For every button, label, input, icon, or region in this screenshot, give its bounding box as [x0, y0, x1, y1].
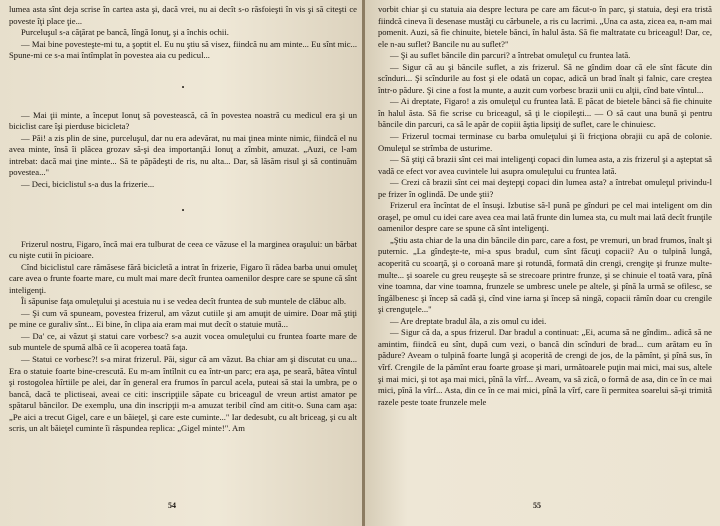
- page-number: 54: [168, 501, 176, 510]
- paragraph: — Şi cum vă spuneam, povestea frizerul, am văzut cutiile şi am amuţit de uimire. Doar mă ştiţi pe mine ce guraliv sînt... Ei bine, în clipa aia eram mai mut decît o statuie mută...: [9, 307, 357, 330]
- right-page: [365, 0, 720, 526]
- paragraph: Purceluşul s-a căţărat pe bancă, lîngă Ionuţ, şi a închis ochii.: [21, 27, 229, 38]
- left-page-text: [9, 4, 357, 435]
- paragraph: — Să ştiţi că brazii sînt cei mai inteligenţi copaci din lumea asta, a zis frizerul şi a aşteptat să vadă ce efect vor avea cuvintele lui asupra omuleţului cu fruntea lată.: [378, 154, 712, 176]
- paragraph: — Deci, biciclistul s-a dus la frizerie...: [21, 179, 155, 190]
- paragraph: — Păi! a zis plin de sine, purceluşul, dar nu era adevărat, nu mai ţinea minte nimic, fiindcă el nu avea minte, însă îi plăcea grozav să-şi dea importanţă.i Ionuţ a zîmbit, amuzat. „Auzi, ce l-am intrebat: dacă mai ţine minte... Să te păpădeşti de ris, nu alta... Dar, să lăsăm risul şi să continuăm povestea...": [9, 132, 357, 178]
- paragraph: Frizerul era încîntat de el însuşi. Izbutise să-l pună pe gînduri pe cel mai inteligent om din oraşel, pe omul cu idei care avea cea mai lată frunte din lumea sta, cu mult mai lată decît frunţile oamenilor despre care se spune că sînt inteligenţi.: [378, 200, 712, 234]
- paragraph: „Ştiu asta chiar de la una din băncile din parc, care a fost, pe vremuri, un brad frumos, înalt şi puternic. „La gîndeşte-te, mi-a spus bradul, cum sînt făcuţi copacii? Au o tulpină lungă, acoperită cu scoarţă, şi o coroană mare şi rotundă, formată din crengi, crengiţe şi frunze multe-multe... şi soarele cu greu reuşeşte să se strecoare printre frunze, şi se chinuie el toată vara, pînă vine toamna, dar vine toamna, frunzele se umbresc unele pe altele, şi pînă la urmă se ofilesc, se îngălbenesc şi încep să cadă şi, cînd vine iarna şi încep să ningă, copacii rămîn doar cu crengile şi crenguţele...": [378, 234, 712, 315]
- paragraph: Îi săpunise faţa omuleţului şi acestuia nu i se vedea decît fruntea de sub muntele de clăbuc alb.: [21, 296, 347, 307]
- paragraph: lumea asta sînt deja scrise în cartea asta şi, dacă vrei, nu ai decît s-o răsfoieşti în vis şi să citeşti ce poveste îţi place ţie...: [9, 4, 357, 26]
- paragraph: — Statui ce vorbesc?! s-a mirat frizerul. Păi, sigur că am văzut. Ba chiar am şi discutat cu una... Era o statuie foarte bine-crescută. Eu m-am întîlnit cu ea într-un parc; era aşa, pe seară, bătea vîntul şi rostogolea hîrtiile pe alei, dar în general era frumos în parcul acela, puteai să stai la umbra, pe o bancă, dacă te plictiseai, aveai ce citi: inscripţiile săpate cu briceagul de vreun artist amator pe spătarul băncilor. De exemplu, una din inscripţii m-a amuzat teribil cînd am citit-o. Suna cam aşa: „Pe aici a trecut Gigel, care e un băieţel, şi care este cuminte..." Iar dedesubt, cu alt briceag, şi cu alt scris, un alt băieţel cuminte îi răspundea replica: „Gigel minte!". Am: [9, 354, 357, 434]
- page-number: 55: [533, 501, 541, 510]
- right-page-text: [378, 4, 712, 408]
- paragraph: — Ai dreptate, Figaro! a zis omuleţul cu fruntea lată. E păcat de bietele bănci să fie chinuite în halul ăsta. Să fie scrise cu briceagul, să ţi le ciopileşti... — O să caut una bună şi pentru băncile din parcuri, ca să le apăr de copiii ăştia lipsiţi de suflet, care le chinuiesc.: [378, 96, 712, 130]
- paragraph: Cînd biciclistul care rămăsese fără bicicletă a intrat în frizerie, Figaro îi rădea barba unui omuleţ care avea o frunte foarte mare, cu mult mai mare decît fruntea oamenilor despre care se spune că sînt inteligenţi.: [9, 261, 357, 295]
- paragraph: — Mai bine povesteşte-mi tu, a şoptit el. Eu nu ştiu să visez, fiindcă nu am minte... Eu sînt mic... Spune-mi ce s-a mai întîmplat în povestea aia cu pedicul...: [9, 38, 357, 61]
- paragraph: — Sigur că au şi băncile suflet, a zis frizerul. Să ne gîndim doar că ele sînt făcute din scînduri... Şi scîndurile au fost şi ele odată un copac, adică un brad înalt şi falnic, care creştea într-o pădure. Şi cine a fost la munte, a auzit cum vorbesc brazii unii cu alţii, cînd bate vîntul...: [378, 61, 712, 95]
- paragraph: — Frizerul tocmai terminase cu barba omuleţului şi îi fricţiona obrajii cu apă de colonie. Omuleţul se strîmba de usturime.: [378, 131, 712, 153]
- section-divider: •: [181, 205, 185, 215]
- paragraph: — Sigur că da, a spus frizerul. Dar bradul a continuat: „Ei, acuma să ne gîndim.. adică să ne amintim, fiindcă eu sînt, după cum vezi, o bancă din scînduri de brad... cum arătam eu în pădure? Aveam o tulpină foarte lungă şi acoperită de crengi de jos, de la pămînt, şi pînă sus, în vîrf. Crengile de la pămînt erau foarte groase şi mari, următoarele puţin mai mici, mai sus, altele şi mai mici, şi tot aşa mai mici, pînă la vîrf... Aveam, va să zică, o formă de asa, din ce în ce mai mici, pînă la vîrf... Asta, din ce în ce mai mici, pînă la vîrf, care îi permitea soarelui să-şi trimită razele peste toate frunzele mele: [378, 327, 712, 407]
- paragraph: Frizerul nostru, Figaro, încă mai era tulburat de ceea ce văzuse el la marginea oraşului: un bărbat cu nişte cutii în picioare.: [9, 238, 357, 261]
- paragraph: vorbit chiar şi cu statuia aia despre lectura pe care am făcut-o în parc, şi statuia, deşi era tristă fiindcă cineva îi desenase mustăţi cu cărbunele, a ris cu lacrimi. „Una ca asta, zicea ea, n-am mai pomenit. Auzi, să fie chinuite, bietele bănci, în halul ăsta. Să fie maltratate cu briceagul! Dar, ce, ele n-au suflet? Bancile nu au suflet?": [378, 4, 712, 49]
- section-divider: •: [181, 82, 185, 92]
- paragraph: — Mai ţii minte, a început Ionuţ să povestească, că în povestea noastră cu medicul era şi un biciclist care îşi pierduse bicicleta?: [9, 109, 357, 132]
- paragraph: — Şi au suflet băncile din parcuri? a întrebat omuleţul cu fruntea lată.: [390, 50, 631, 61]
- paragraph: — Da' ce, ai văzut şi statui care vorbesc? s-a auzit vocea omuleţului cu fruntea foarte mare de sub muntele de spumă albă ce îi acoperea toată faţa.: [9, 330, 357, 353]
- paragraph: — Crezi că brazii sînt cei mai deştepţi copaci din lumea asta? a întrebat omuleţul privindu-l pe frizer în oglindă. De unde ştii?: [378, 177, 712, 199]
- paragraph: — Are dreptate bradul ăla, a zis omul cu idei.: [390, 315, 547, 326]
